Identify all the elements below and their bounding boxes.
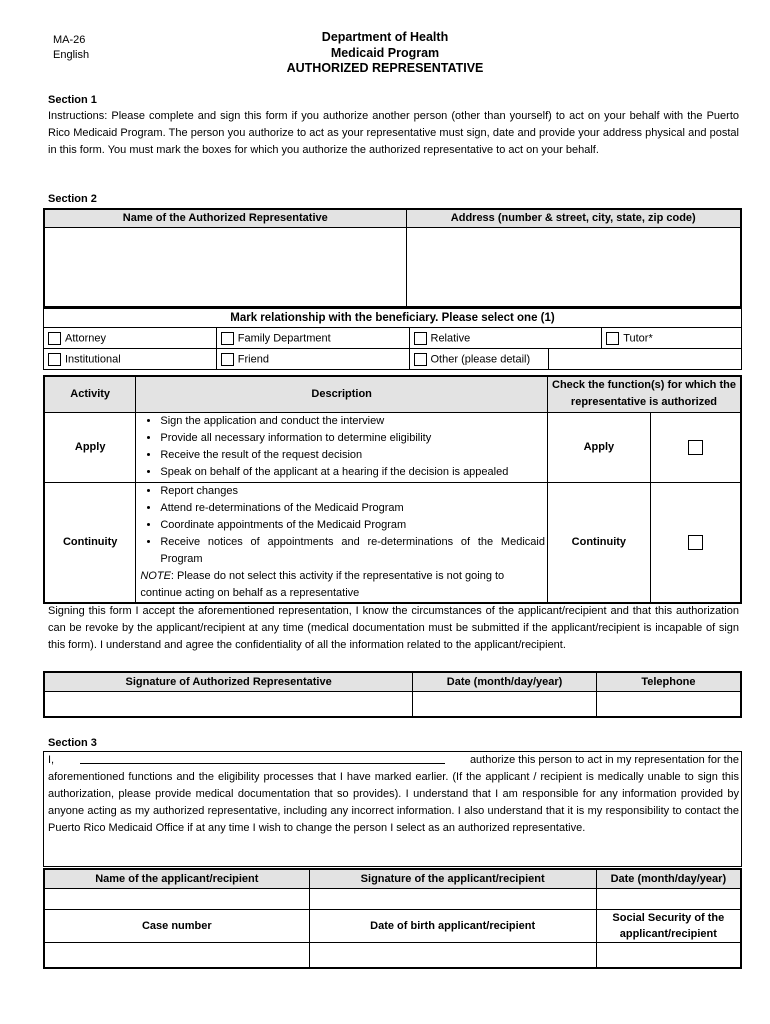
case-number-field[interactable]: [44, 942, 309, 968]
rep-phone-field[interactable]: [596, 691, 741, 717]
tutor-checkbox[interactable]: [606, 332, 619, 345]
rep-date-field[interactable]: [413, 691, 597, 717]
continuity-item: • Report changes: [160, 483, 545, 500]
relationship-header: Mark relationship with the beneficiary. Please select one (1): [44, 309, 742, 328]
relationship-family[interactable]: [216, 328, 409, 349]
form-code-block: [53, 33, 89, 63]
apply-item: • Provide all necessary information to determine eligibility: [160, 430, 545, 447]
rep-signature-header-text: Signature of Authorized Representative: [125, 675, 332, 688]
consent-statement: Signing this form I accept the aforementioned representation, I know the circumstances of the applicant/recipient and that this authorization can be revoke by the applicant/recipient at any time (medical documentation must be submitted if the applicant/recipient is incapable of sign this form). I understand and agree the confidentiality of all the information related to the applicant/recipient.: [48, 605, 739, 651]
apply-item: • Speak on behalf of the applicant at a hearing if the decision is appealed: [160, 464, 545, 481]
authorize-text: authorize this person to act in my representation for the: [469, 754, 739, 766]
continuity-item: • Receive notices of appointments and re-determinations of the Medicaid Program: [160, 534, 545, 568]
tutor-label: Tutor*: [623, 331, 653, 344]
relationship-other[interactable]: [409, 349, 549, 370]
rep-date-header: Date (month/day/year): [413, 672, 597, 691]
other-detail-field[interactable]: [549, 349, 742, 370]
rep-signature-header: [44, 672, 413, 691]
other-checkbox[interactable]: [414, 353, 427, 366]
relationship-institutional[interactable]: [44, 349, 217, 370]
applicant-table: [43, 868, 742, 969]
family-label: Family Department: [237, 331, 331, 344]
section1-label: Section 1: [48, 94, 97, 106]
institutional-checkbox[interactable]: [48, 353, 61, 366]
note-prefix: NOTE: [140, 569, 171, 582]
apply-check-label: Apply: [547, 412, 650, 482]
apply-activity: Apply: [44, 412, 136, 482]
relationship-tutor[interactable]: [602, 328, 742, 349]
address-field[interactable]: [406, 227, 741, 307]
form-code: MA-26: [53, 34, 86, 46]
attorney-label: Attorney: [65, 331, 106, 344]
attorney-checkbox[interactable]: [48, 332, 61, 345]
other-label: Other (please detail): [430, 352, 531, 365]
relationship-table: [43, 308, 742, 370]
section2-label: Section 2: [48, 193, 97, 205]
friend-label: Friend: [237, 352, 269, 365]
ssn-header: Social Security of the applicant/recipient: [596, 909, 741, 942]
check-header: Check the function(s) for which the representative is authorized: [547, 376, 741, 412]
apply-checkbox[interactable]: [688, 440, 703, 455]
program-name: Medicaid Program: [330, 45, 440, 60]
institutional-label: Institutional: [65, 352, 121, 365]
authorization-statement: aforementioned functions and the eligibility processes that I have marked earlier. (If the applicant / recipient is medically unable to sign this authorization, please provide medical documentation that so provides). I understand that I am responsible for any information provided by anyone acting as my authorized representative, including any incorrect information. I also understand that it is my responsibility to contact the Puerto Rico Medicaid Office if at any time I wish to change the person I select as an authorized representative.: [48, 771, 739, 834]
ssn-field[interactable]: [596, 942, 741, 968]
apply-check-cell[interactable]: [650, 412, 741, 482]
dob-header: Date of birth applicant/recipient: [309, 909, 596, 942]
relationship-attorney[interactable]: [44, 328, 217, 349]
rep-signature-field[interactable]: [44, 691, 413, 717]
relationship-friend[interactable]: [216, 349, 409, 370]
continuity-check-cell[interactable]: [650, 482, 741, 603]
relative-checkbox[interactable]: [414, 332, 427, 345]
rep-phone-header: Telephone: [596, 672, 741, 691]
activity-header: Activity: [44, 376, 136, 412]
authorize-line: [48, 752, 739, 769]
applicant-name-field[interactable]: [44, 888, 309, 909]
relationship-relative[interactable]: [409, 328, 602, 349]
continuity-item: • Attend re-determinations of the Medicaid Program: [160, 500, 545, 517]
apply-description: [136, 412, 548, 482]
applicant-date-header: Date (month/day/year): [596, 869, 741, 888]
section1-instructions: Instructions: Please complete and sign this form if you authorize another person (other than yourself) to act on your behalf with the Puerto Rico Medicaid Program. The person you authorize to act as your representative must sign, date and provide your address physical and postal in this form. You must mark the boxes for which you authorize the authorized representative to act on your behalf.: [48, 110, 739, 156]
description-header: Description: [136, 376, 548, 412]
rep-name-field[interactable]: [44, 227, 406, 307]
case-number-header: Case number: [44, 909, 309, 942]
department-name: Department of Health: [321, 30, 449, 44]
continuity-checkbox[interactable]: [688, 535, 703, 550]
rep-name-header: Name of the Authorized Representative: [44, 209, 406, 227]
dob-field[interactable]: [309, 942, 596, 968]
continuity-description: [136, 482, 548, 603]
note-text: : Please do not select this activity if the representative is not going to continue acting on behalf as a representative: [140, 569, 505, 599]
form-language: English: [53, 49, 90, 61]
applicant-signature-header: Signature of the applicant/recipient: [309, 869, 596, 888]
applicant-date-field[interactable]: [596, 888, 741, 909]
relative-label: Relative: [430, 331, 471, 344]
continuity-item: • Coordinate appointments of the Medicaid Program: [160, 517, 545, 534]
form-header: [200, 30, 570, 77]
continuity-activity: Continuity: [44, 482, 136, 603]
rep-signature-table: [43, 671, 742, 718]
form-title: AUTHORIZED REPRESENTATIVE: [286, 61, 484, 75]
applicant-name-line[interactable]: [80, 752, 445, 764]
representative-table: [43, 208, 742, 308]
applicant-name-header: Name of the applicant/recipient: [44, 869, 309, 888]
activity-table: [43, 375, 742, 604]
section3-label: Section 3: [48, 737, 97, 749]
apply-item: • Receive the result of the request decision: [160, 447, 545, 464]
i-prefix: I,: [48, 754, 55, 766]
apply-item: • Sign the application and conduct the interview: [160, 413, 545, 430]
applicant-signature-field[interactable]: [309, 888, 596, 909]
address-header: Address (number & street, city, state, zip code): [406, 209, 741, 227]
continuity-check-label: Continuity: [547, 482, 650, 603]
continuity-note: [138, 568, 545, 602]
section3-statement-block: [48, 752, 739, 837]
friend-checkbox[interactable]: [221, 353, 234, 366]
family-checkbox[interactable]: [221, 332, 234, 345]
